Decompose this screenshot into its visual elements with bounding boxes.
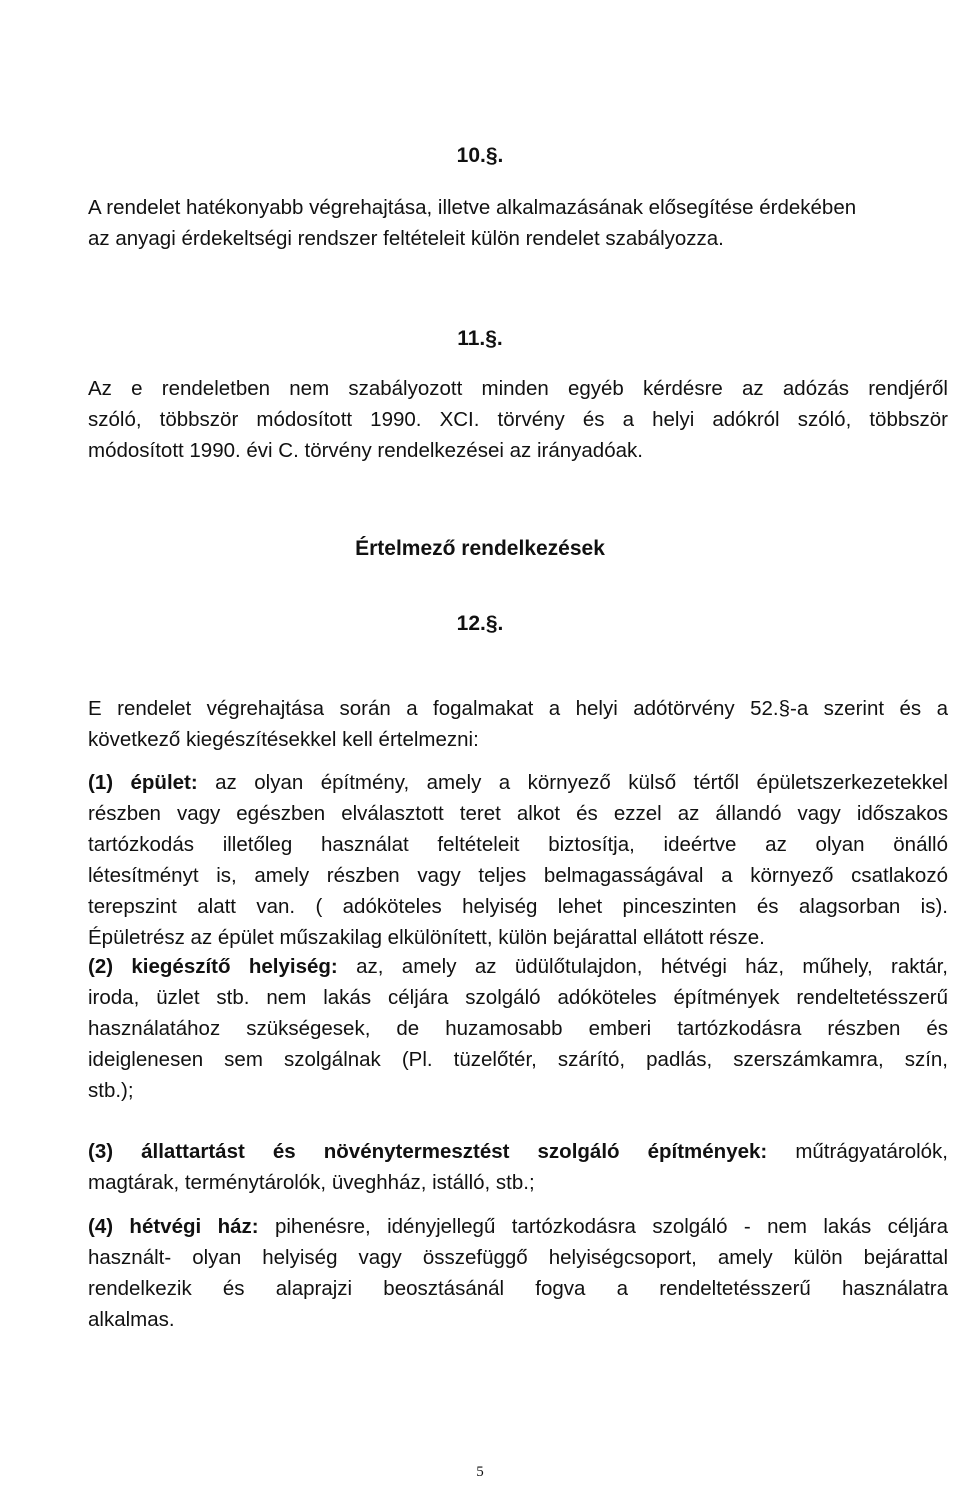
definition-text: pihenésre, idényjellegű tartózkodásra szolgáló - nem lakás céljára bbox=[258, 1215, 948, 1238]
definition-term: (4) hétvégi ház: bbox=[88, 1215, 259, 1238]
paragraph-line: részben vagy egészben elválasztott teret alkot és ezzel az állandó vagy időszakos bbox=[88, 802, 948, 825]
definition-text: az olyan építmény, amely a környező külső tértől épületszerkezetekkel bbox=[197, 771, 948, 794]
paragraph-line: létesítményt is, amely részben vagy teljes belmagasságával a környező csatlakozó bbox=[88, 864, 948, 887]
paragraph-line: A rendelet hatékonyabb végrehajtása, illetve alkalmazásának elősegítése érdekében bbox=[88, 196, 857, 219]
section-12-paragraph bbox=[88, 693, 948, 755]
section-12-heading: 12.§. bbox=[456, 612, 504, 635]
paragraph-line: stb.); bbox=[88, 1079, 134, 1102]
definition-1 bbox=[88, 767, 948, 953]
page-number: 5 bbox=[476, 1464, 484, 1480]
paragraph-line: módosított 1990. évi C. törvény rendelkezései az irányadóak. bbox=[88, 439, 643, 462]
paragraph-line: használt- olyan helyiség vagy összefüggő helyiségcsoport, amely külön bejárattal bbox=[88, 1246, 948, 1269]
section-11-heading: 11.§. bbox=[457, 327, 503, 350]
definition-2 bbox=[88, 951, 948, 1106]
section-11-paragraph bbox=[88, 373, 948, 466]
paragraph-line: az anyagi érdekeltségi rendszer feltételeit külön rendelet szabályozza. bbox=[88, 227, 724, 250]
paragraph-line: magtárak, terménytárolók, üveghház, istálló, stb.; bbox=[88, 1171, 535, 1194]
section-10-heading: 10.§. bbox=[456, 144, 504, 167]
paragraph-line: szóló, többször módosított 1990. XCI. törvény és a helyi adókról szóló, többször bbox=[88, 408, 948, 431]
definition-first-line bbox=[88, 1211, 948, 1242]
paragraph-line: alkalmas. bbox=[88, 1308, 175, 1331]
definition-term: (3) állattartást és növénytermesztést szolgáló építmények: bbox=[88, 1140, 768, 1163]
paragraph-line: ideiglenesen sem szolgálnak (Pl. tüzelőtér, szárító, padlás, szerszámkamra, szín, bbox=[88, 1048, 948, 1071]
paragraph-line: rendelkezik és alaprajzi beosztásánál fogva a rendeltetésszerű használatra bbox=[88, 1277, 948, 1300]
paragraph-line: Az e rendeletben nem szabályozott minden egyéb kérdésre az adózás rendjéről bbox=[88, 377, 948, 400]
definition-first-line bbox=[88, 1136, 948, 1167]
paragraph-line: iroda, üzlet stb. nem lakás céljára szolgáló adóköteles építmények rendeltetésszerű bbox=[88, 986, 948, 1009]
paragraph-line: tartózkodás illetőleg használat feltételeit biztosítja, ideértve az olyan önálló bbox=[88, 833, 948, 856]
definition-3 bbox=[88, 1136, 948, 1198]
definition-first-line bbox=[88, 951, 948, 982]
definition-text: műtrágyatárolók, bbox=[767, 1140, 948, 1163]
paragraph-line: használatához szükségesek, de huzamosabb emberi tartózkodásra részben és bbox=[88, 1017, 948, 1040]
definition-term: (1) épület: bbox=[88, 771, 198, 794]
paragraph-line: E rendelet végrehajtása során a fogalmakat a helyi adótörvény 52.§-a szerint és a bbox=[88, 697, 948, 720]
definition-first-line bbox=[88, 767, 948, 798]
definition-term: (2) kiegészítő helyiség: bbox=[88, 955, 338, 978]
definition-4 bbox=[88, 1211, 948, 1335]
paragraph-line: terepszint alatt van. ( adóköteles helyiség lehet pinceszinten és alagsorban is). bbox=[88, 895, 948, 918]
section-title: Értelmező rendelkezések bbox=[355, 537, 605, 560]
paragraph-line: következő kiegészítésekkel kell értelmezni: bbox=[88, 728, 479, 751]
paragraph-line: Épületrész az épület műszakilag elkülönített, külön bejárattal ellátott része. bbox=[88, 926, 765, 949]
definition-text: az, amely az üdülőtulajdon, hétvégi ház, műhely, raktár, bbox=[337, 955, 948, 978]
section-10-paragraph bbox=[88, 192, 948, 254]
